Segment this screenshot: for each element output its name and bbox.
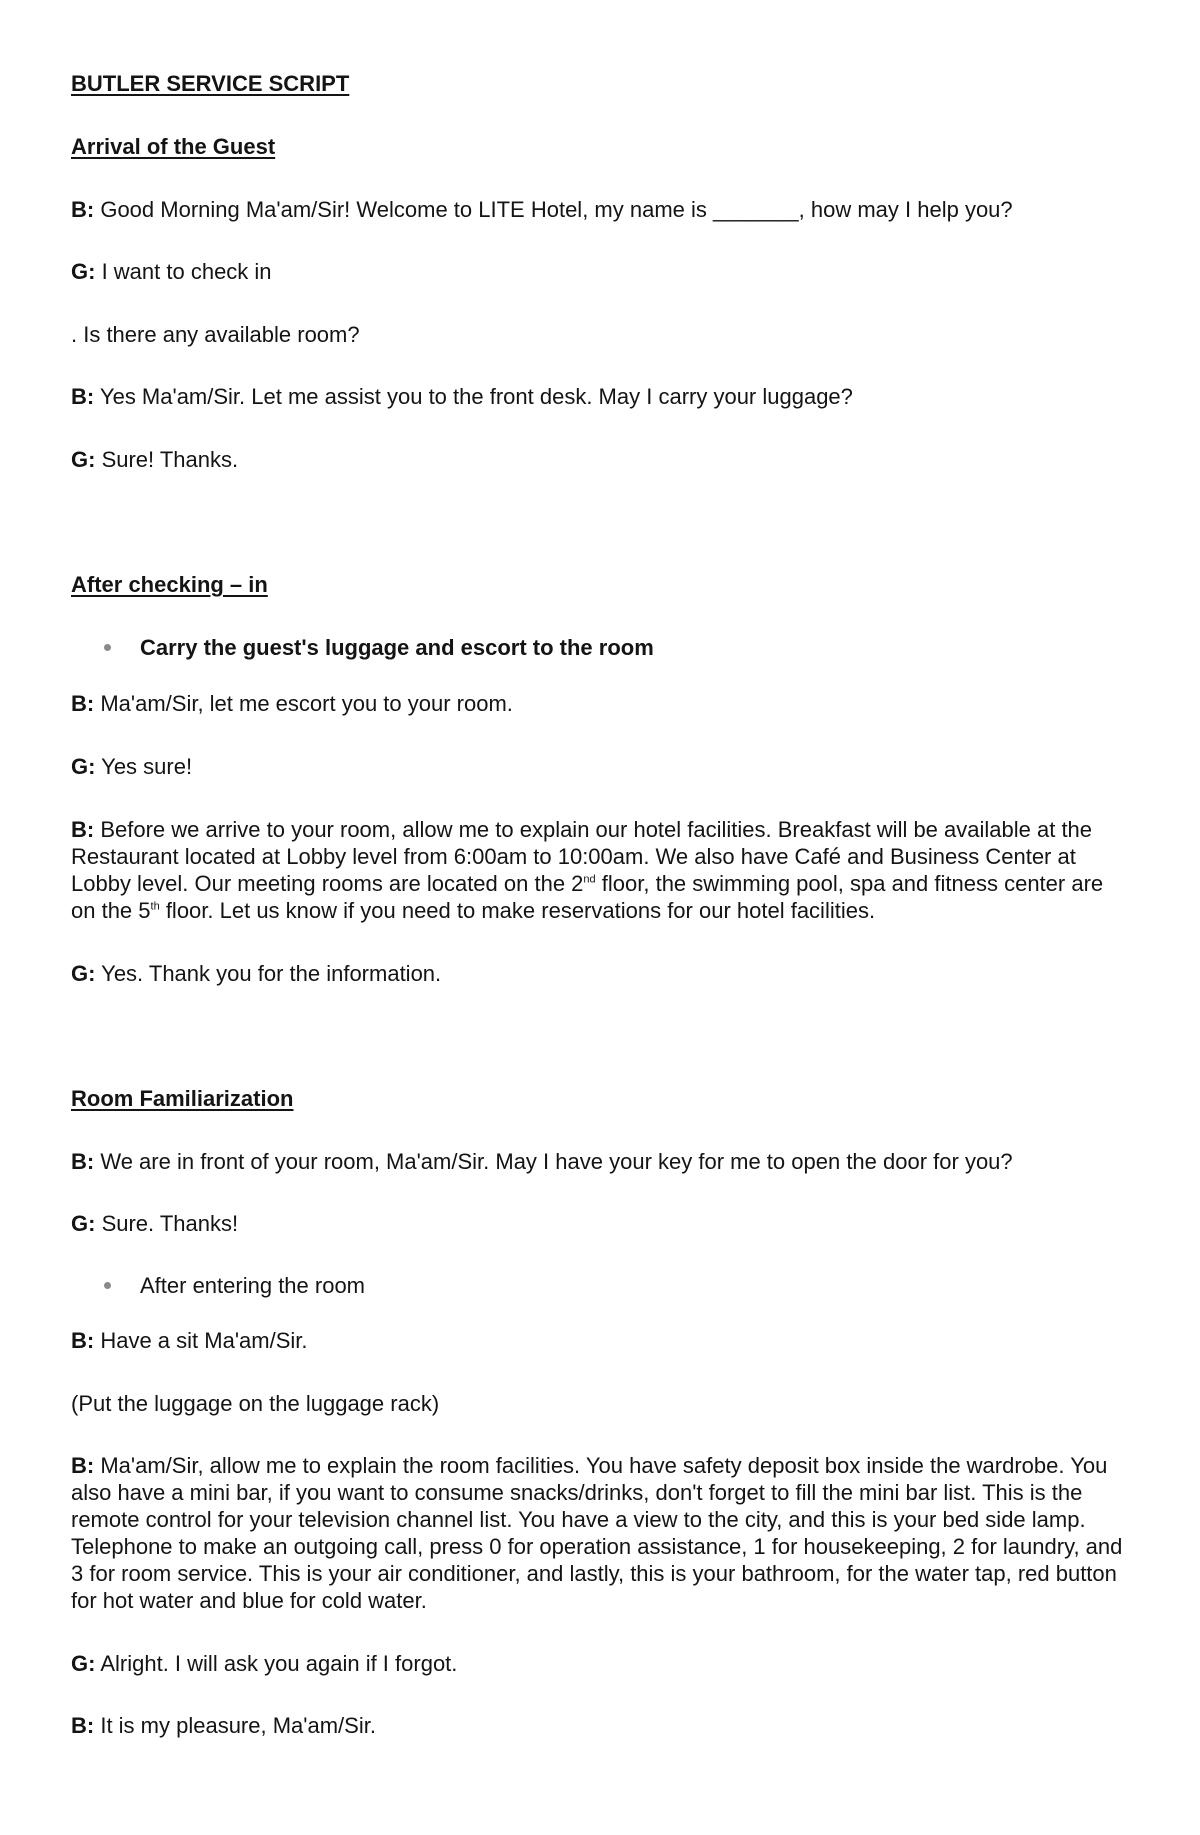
dialogue-line <box>71 1210 1131 1237</box>
dialogue-text: Sure! Thanks. <box>95 447 239 472</box>
ordinal-suffix: th <box>150 900 160 913</box>
dialogue-text: It is my pleasure, Ma'am/Sir. <box>94 1713 376 1738</box>
speaker-label: B: <box>71 197 95 222</box>
dialogue-line <box>71 446 1131 473</box>
dialogue-text: Ma'am/Sir, let me escort you to your room. <box>94 691 513 716</box>
dialogue-line <box>71 1148 1131 1175</box>
speaker-label: G: <box>71 447 96 472</box>
dialogue-line <box>71 196 1131 223</box>
speaker-label: G: <box>71 961 96 986</box>
dialogue-text: floor, the swimming pool, spa and fitness center are on the 5 <box>71 871 1104 923</box>
speaker-label: G: <box>71 1211 96 1236</box>
dialogue-text: We are in front of your room, Ma'am/Sir. May I have your key for me to open the door for you? <box>94 1149 1013 1174</box>
dialogue-text: Ma'am/Sir, allow me to explain the room facilities. You have safety deposit box inside the wardrobe. You also have a mini bar, if you want to consume snacks/drinks, don't forget to fill the mini bar list. This is the remote control for your television channel list. You have a view to the city, and this is your bed side lamp. Telephone to make an outgoing call, press 0 for operation assistance, 1 for housekeeping, 2 for laundry, and 3 for room service. This is your air conditioner, and lastly, this is your bathroom, for the water tap, red button for hot water and blue for cold water. <box>71 1453 1123 1613</box>
dialogue-line <box>71 1712 1131 1739</box>
speaker-label: B: <box>71 384 95 409</box>
bullet-item <box>104 634 654 661</box>
dialogue-line <box>71 1650 1131 1677</box>
dialogue-line <box>71 1327 1131 1354</box>
stage-direction <box>71 1390 1131 1417</box>
bullet-item <box>104 1272 365 1299</box>
dialogue-line <box>71 960 1131 987</box>
dialogue-line <box>71 690 1131 717</box>
dialogue-paragraph <box>71 1452 1131 1614</box>
heading-arrival: Arrival of the Guest <box>71 134 276 159</box>
dialogue-text: Alright. I will ask you again if I forgot. <box>95 1651 458 1676</box>
speaker-label: B: <box>71 1328 95 1353</box>
dialogue-line <box>71 258 1131 285</box>
speaker-label: B: <box>71 1149 95 1174</box>
speaker-label: B: <box>71 691 95 716</box>
bullet-icon <box>104 644 111 651</box>
dialogue-text: Yes. Thank you for the information. <box>95 961 442 986</box>
dialogue-text: Have a sit Ma'am/Sir. <box>94 1328 308 1353</box>
dialogue-paragraph <box>71 816 1131 924</box>
dialogue-text: Good Morning Ma'am/Sir! Welcome to LITE Hotel, my name is _______, how may I help you? <box>94 197 1013 222</box>
bullet-text: After entering the room <box>140 1273 366 1298</box>
bullet-text: Carry the guest's luggage and escort to the room <box>140 635 654 660</box>
ordinal-suffix: nd <box>583 873 596 886</box>
heading-room-familiarization: Room Familiarization <box>71 1086 294 1111</box>
dialogue-line <box>71 383 1131 410</box>
dialogue-text: Yes Ma'am/Sir. Let me assist you to the front desk. May I carry your luggage? <box>94 384 853 409</box>
dialogue-text: floor. Let us know if you need to make reservations for our hotel facilities. <box>159 898 876 923</box>
speaker-label: G: <box>71 1651 96 1676</box>
speaker-label: B: <box>71 1453 95 1478</box>
dialogue-text: I want to check in <box>95 259 272 284</box>
stage-direction-text: (Put the luggage on the luggage rack) <box>71 1391 440 1416</box>
dialogue-text: Before we arrive to your room, allow me to explain our hotel facilities. Breakfast will be available at the Restaurant located at Lobby level from 6:00am to 10:00am. We also have Café and Business Center at Lobby level. Our meeting rooms are located on the 2 <box>71 817 1093 896</box>
dialogue-line <box>71 753 1131 780</box>
speaker-label: G: <box>71 754 96 779</box>
dialogue-line <box>71 321 1131 348</box>
speaker-label: B: <box>71 1713 95 1738</box>
dialogue-text: . Is there any available room? <box>71 322 360 347</box>
bullet-icon <box>104 1282 111 1289</box>
speaker-label: G: <box>71 259 96 284</box>
dialogue-text: Sure. Thanks! <box>95 1211 239 1236</box>
heading-after-checkin: After checking – in <box>71 572 268 597</box>
dialogue-text: Yes sure! <box>95 754 193 779</box>
document-title: BUTLER SERVICE SCRIPT <box>71 71 350 96</box>
speaker-label: B: <box>71 817 95 842</box>
